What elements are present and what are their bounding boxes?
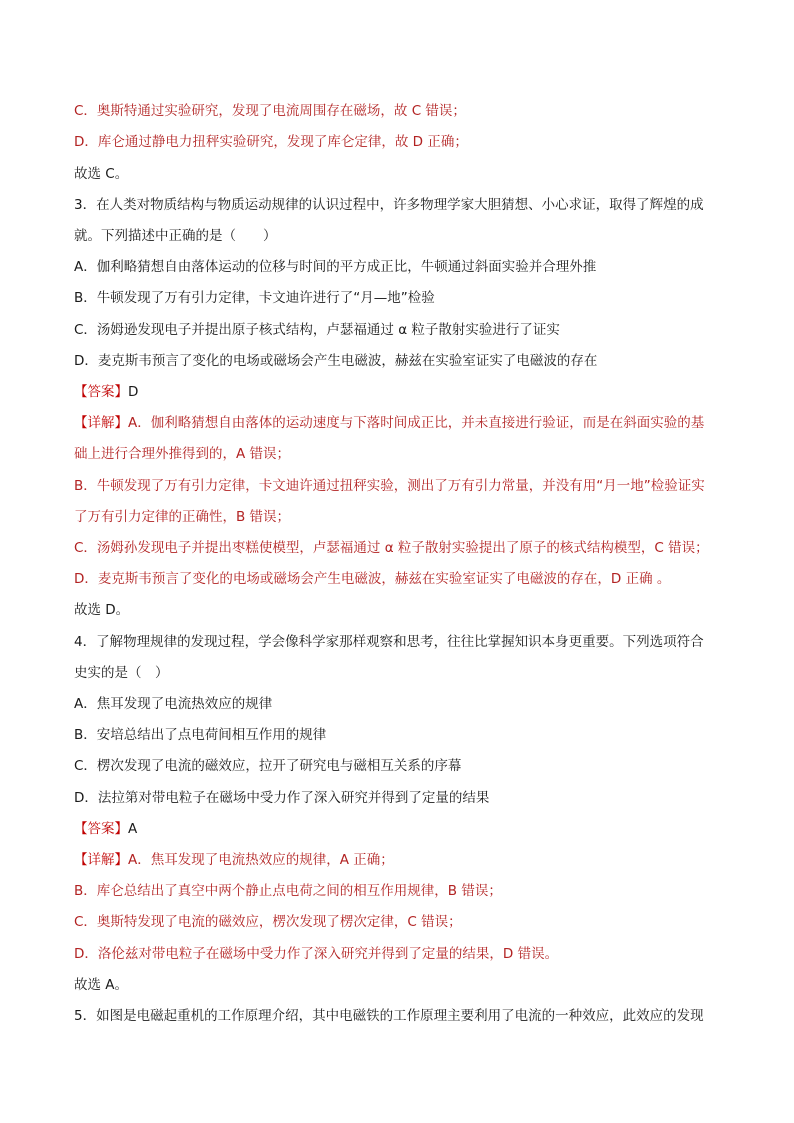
line-text: A．伽利略猜想自由落体运动的位移与时间的平方成正比，牛顿通过斜面实验并合理外推: [74, 259, 597, 275]
line-text: 故选 A。: [74, 977, 129, 993]
text-line: [74, 380, 726, 404]
text-line: [74, 318, 726, 342]
line-text: 故选 C。: [74, 166, 129, 182]
text-line: [74, 942, 726, 966]
line-text: B．安培总结出了点电荷间相互作用的规律: [74, 727, 327, 743]
line-text: 础上进行合理外推得到的，A 错误；: [74, 446, 291, 462]
line-text: C．奥斯特通过实验研究，发现了电流周围存在磁场，故 C 错误；: [74, 103, 466, 119]
line-text: A．焦耳发现了电流热效应的规律，A 正确；: [128, 852, 394, 868]
text-line: [74, 255, 726, 279]
line-text: D: [128, 384, 139, 400]
line-text: B．库仑总结出了真空中两个静止点电荷之间的相互作用规律，B 错误；: [74, 883, 502, 899]
line-text: D．洛伦兹对带电粒子在磁场中受力作了深入研究并得到了定量的结果，D 错误。: [74, 946, 559, 962]
text-line: [74, 193, 726, 217]
text-line: [74, 973, 726, 997]
text-line: [74, 598, 726, 622]
text-line: [74, 848, 726, 872]
text-line: [74, 474, 726, 498]
text-line: [74, 349, 726, 373]
text-line: [74, 162, 726, 186]
text-line: [74, 442, 726, 466]
answer-tag: 【答案】: [74, 384, 128, 400]
explanation-tag: 【详解】: [74, 852, 128, 868]
text-line: [74, 286, 726, 310]
line-text: C．汤姆孙发现电子并提出枣糕使模型，卢瑟福通过 α 粒子散射实验提出了原子的核式结构模型，C 错误；: [74, 540, 709, 556]
line-text: C．楞次发现了电流的磁效应，拉开了研究电与磁相互关系的序幕: [74, 758, 462, 774]
text-line: [74, 505, 726, 529]
text-line: [74, 692, 726, 716]
line-text: 就。下列描述中正确的是（ ）: [74, 228, 277, 244]
text-line: [74, 817, 726, 841]
line-text: D．库仑通过静电力扭秤实验研究，发现了库仑定律，故 D 正确；: [74, 134, 468, 150]
text-line: [74, 723, 726, 747]
line-text: A．焦耳发现了电流热效应的规律: [74, 696, 273, 712]
line-text: 史实的是（ ）: [74, 665, 169, 681]
text-line: [74, 786, 726, 810]
line-text: 5．如图是电磁起重机的工作原理介绍，其中电磁铁的工作原理主要利用了电流的一种效应，此效应的发现: [74, 1008, 704, 1024]
text-line: [74, 879, 726, 903]
line-text: A．伽利略猜想自由落体的运动速度与下落时间成正比，并未直接进行验证，而是在斜面实验的基: [128, 415, 705, 431]
text-line: [74, 1004, 726, 1028]
text-line: [74, 224, 726, 248]
text-line: [74, 130, 726, 154]
text-line: [74, 661, 726, 685]
text-line: [74, 910, 726, 934]
line-text: C．汤姆逊发现电子并提出原子核式结构，卢瑟福通过 α 粒子散射实验进行了证实: [74, 322, 560, 338]
text-line: [74, 567, 726, 591]
text-line: [74, 754, 726, 778]
line-text: 3．在人类对物质结构与物质运动规律的认识过程中，许多物理学家大胆猜想、小心求证，取得了辉煌的成: [74, 197, 704, 213]
line-text: D．法拉第对带电粒子在磁场中受力作了深入研究并得到了定量的结果: [74, 790, 490, 806]
line-text: A: [128, 821, 138, 837]
line-text: 了万有引力定律的正确性，B 错误；: [74, 509, 291, 525]
text-line: [74, 99, 726, 123]
text-line: [74, 536, 726, 560]
text-line: [74, 630, 726, 654]
line-text: D．麦克斯韦预言了变化的电场或磁场会产生电磁波，赫兹在实验室证实了电磁波的存在，D 正确 。: [74, 571, 671, 587]
line-text: B．牛顿发现了万有引力定律，卡文迪许通过扭秤实验，测出了万有引力常量，并没有用“月一地”检验证实: [74, 478, 705, 494]
line-text: 故选 D。: [74, 602, 130, 618]
line-text: B．牛顿发现了万有引力定律，卡文迪许进行了“月—地”检验: [74, 290, 435, 306]
answer-tag: 【答案】: [74, 821, 128, 837]
line-text: C．奥斯特发现了电流的磁效应，楞次发现了楞次定律，C 错误；: [74, 914, 462, 930]
text-line: [74, 411, 726, 435]
line-text: D．麦克斯韦预言了变化的电场或磁场会产生电磁波，赫兹在实验室证实了电磁波的存在: [74, 353, 598, 369]
line-text: 4．了解物理规律的发现过程，学会像科学家那样观察和思考，往往比掌握知识本身更重要。下列选项符合: [74, 634, 704, 650]
explanation-tag: 【详解】: [74, 415, 128, 431]
